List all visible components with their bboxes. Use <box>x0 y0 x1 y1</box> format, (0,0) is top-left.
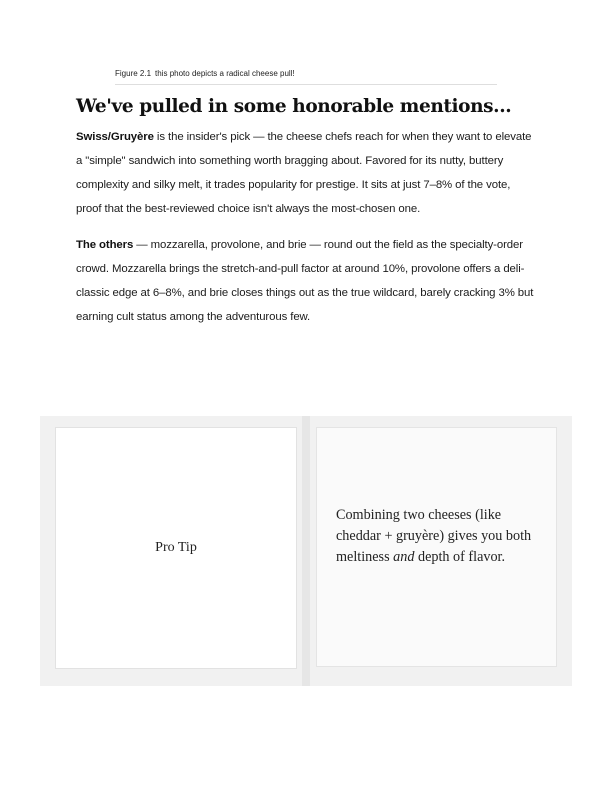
pro-tip-divider <box>302 416 310 686</box>
pro-tip-title: Pro Tip <box>155 540 197 555</box>
paragraph-body: — mozzarella, provolone, and brie — round out the field as the specialty-order crowd. Mozzarella brings the stretch-and-pull factor at around 10%, provolone offers a deli-classic edge at 6–8%, and brie closes things out as the true wildcard, barely cracking 3% but earning cult status among the adventurous few. <box>76 239 534 323</box>
figure-caption <box>115 64 497 85</box>
pro-tip-text <box>336 505 538 568</box>
paragraph-body: is the insider's pick — the cheese chefs reach for when they want to elevate a "simple" sandwich into something worth bragging about. Favored for its nutty, buttery complexity and silky melt, it trades popularity for prestige. It sits at just 7–8% of the vote, proof that the best-reviewed choice isn't always the most-chosen one. <box>76 131 532 215</box>
pro-tip-text-part: Combining two cheeses (like cheddar + gruyère) gives you both meltiness <box>336 506 532 565</box>
paragraph-lead: Swiss/Gruyère <box>76 131 154 143</box>
pro-tip-text-part: depth of flavor. <box>414 548 506 565</box>
paragraph-swiss-gruyere <box>76 125 536 221</box>
pro-tip-emphasis: and <box>393 548 415 565</box>
section-heading: We've pulled in some honorable mentions... <box>76 96 512 117</box>
pro-tip-content-card <box>316 427 557 667</box>
paragraph-the-others <box>76 233 536 329</box>
pro-tip-title-card <box>55 427 297 669</box>
figure-label: Figure 2.1 <box>115 69 152 78</box>
paragraph-lead: The others <box>76 239 134 251</box>
figure-caption-text: this photo depicts a radical cheese pull! <box>155 69 295 78</box>
